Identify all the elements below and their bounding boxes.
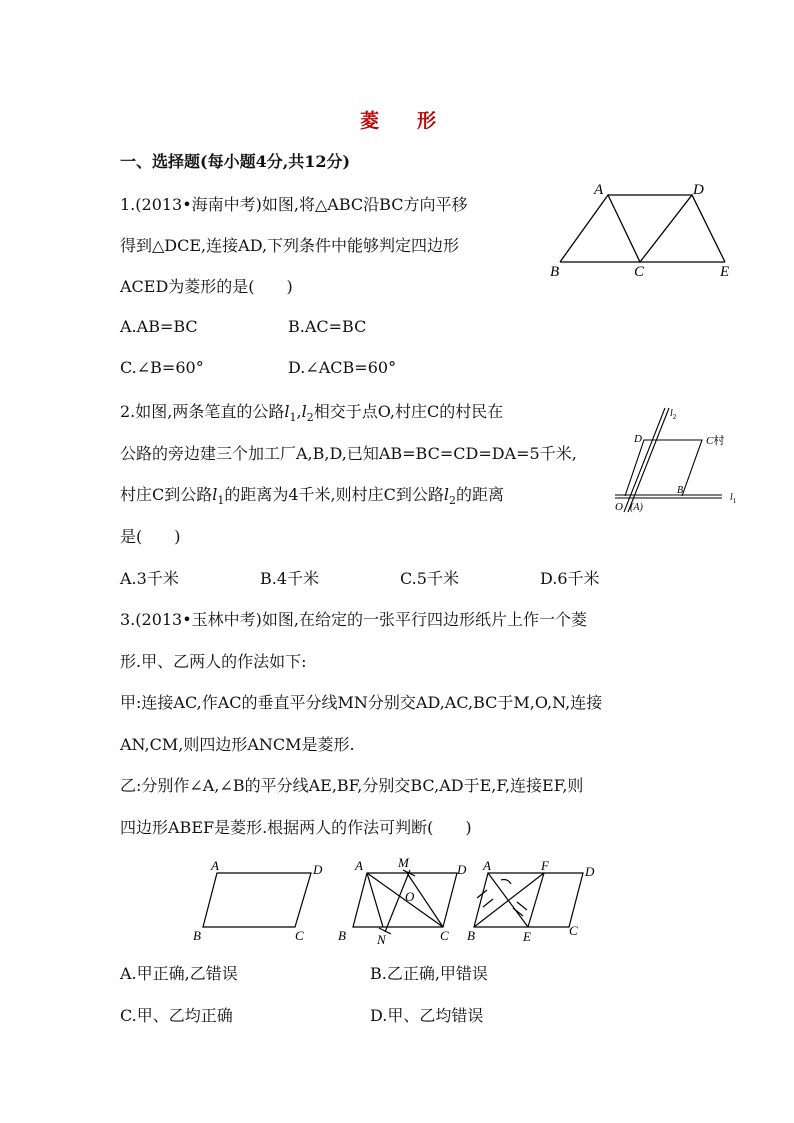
q2-fig-label-d: D: [634, 433, 642, 445]
q3-line-2: 形.甲、乙两人的作法如下:: [120, 652, 307, 671]
q3-fig3-label-a: A: [483, 858, 491, 873]
q1-option-c[interactable]: C.∠B=60°: [120, 358, 204, 377]
q3-fig2-label-b: B: [338, 928, 346, 943]
q2-fig-label-l1: $l_1$: [730, 492, 737, 505]
q3-figure-1: [185, 850, 335, 945]
q3-line-3: 甲:连接AC,作AC的垂直平分线MN分别交AD,AC,BC于M,O,N,连接: [120, 693, 603, 712]
q3-fig3-label-b: B: [467, 928, 475, 943]
q3-line-1: 3.(2013•玉林中考)如图,在给定的一张平行四边形纸片上作一个菱: [120, 610, 587, 629]
q3-option-b[interactable]: B.乙正确,甲错误: [370, 964, 488, 983]
q2-fig-label-o: O: [615, 501, 623, 513]
q1-line-1: 1.(2013•海南中考)如图,将△ABC沿BC方向平移: [120, 195, 468, 214]
q3-line-6: 四边形ABEF是菱形.根据两人的作法可判断( ): [120, 818, 472, 837]
q2-figure: [610, 400, 750, 518]
q1-fig-label-b: B: [550, 264, 560, 280]
q1-figure: [540, 175, 740, 285]
q3-fig2-label-m: M: [398, 855, 409, 870]
q3-fig2-label-a: A: [355, 858, 363, 873]
q3-option-c[interactable]: C.甲、乙均正确: [120, 1006, 233, 1025]
q2-fig-label-a: (A): [630, 502, 643, 513]
q1-fig-label-c: C: [634, 264, 645, 280]
q3-option-d[interactable]: D.甲、乙均错误: [370, 1006, 484, 1025]
q3-fig2-label-o: O: [405, 889, 415, 904]
q3-fig3-label-e: E: [523, 929, 531, 944]
q3-figure-2: [335, 850, 475, 950]
q2-fig-label-b: B: [677, 485, 684, 496]
q1-option-b[interactable]: B.AC=BC: [288, 317, 367, 336]
q2-option-b[interactable]: B.4千米: [260, 569, 320, 588]
q3-fig3-label-c: C: [569, 923, 578, 938]
page-title: [360, 106, 436, 133]
q1-fig-label-e: E: [720, 264, 730, 280]
q2-option-c[interactable]: C.5千米: [400, 569, 459, 588]
q3-figure-3: [465, 850, 615, 950]
q3-fig2-label-n: N: [377, 932, 386, 947]
q3-line-5: 乙:分别作∠A,∠B的平分线AE,BF,分别交BC,AD于E,F,连接EF,则: [120, 776, 584, 795]
q3-fig1-label-a: A: [211, 858, 219, 873]
section-heading: 一、选择题(每小题4分,共12分): [120, 152, 351, 171]
q1-line-3: ACED为菱形的是( ): [120, 277, 293, 296]
q3-fig3-label-d: D: [585, 864, 595, 879]
q1-option-d[interactable]: D.∠ACB=60°: [288, 358, 397, 377]
title-char-1: 菱: [360, 110, 380, 132]
q2-option-a[interactable]: A.3千米: [120, 569, 179, 588]
q2-fig-label-c: C村: [706, 435, 725, 447]
title-char-2: 形: [417, 110, 437, 132]
q3-fig2-label-c: C: [440, 928, 449, 943]
q1-line-2: 得到△DCE,连接AD,下列条件中能够判定四边形: [120, 236, 460, 255]
q2-line-1: 2.如图,两条笔直的公路$l_1,l_2$相交于点O,村庄C的村民在: [120, 402, 504, 425]
q3-line-4: AN,CM,则四边形ANCM是菱形.: [120, 735, 355, 754]
q2-option-d[interactable]: D.6千米: [540, 569, 600, 588]
q3-fig1-label-d: D: [313, 862, 323, 877]
q1-fig-label-d: D: [693, 182, 704, 198]
q2-fig-label-l2: $l_2$: [670, 408, 677, 421]
q3-fig1-label-c: C: [295, 928, 304, 943]
q3-fig3-label-f: F: [541, 858, 549, 873]
q3-option-a[interactable]: A.甲正确,乙错误: [120, 964, 238, 983]
q2-line-4: 是( ): [120, 527, 181, 546]
q3-fig2-label-d: D: [457, 862, 467, 877]
q2-line-2: 公路的旁边建三个加工厂A,B,D,已知AB=BC=CD=DA=5千米,: [120, 444, 577, 463]
q1-option-a[interactable]: A.AB=BC: [120, 317, 198, 336]
q2-line-3: 村庄C到公路$l_1$的距离为4千米,则村庄C到公路$l_2$的距离: [120, 485, 505, 508]
q1-fig-label-a: A: [594, 182, 604, 198]
q3-fig1-label-b: B: [193, 928, 201, 943]
